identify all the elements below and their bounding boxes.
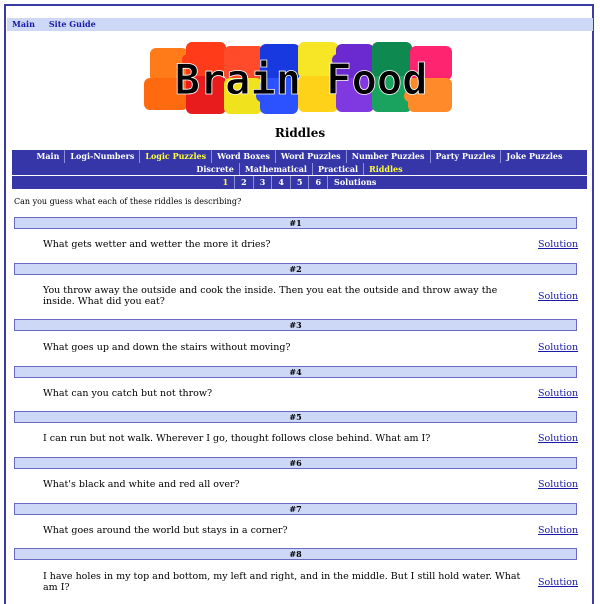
top-nav: [7, 18, 593, 31]
nav-item-logic-puzzles[interactable]: Logic Puzzles: [139, 150, 211, 163]
solution-link[interactable]: Solution: [538, 342, 579, 353]
page-link-2[interactable]: 2: [234, 176, 253, 189]
nav-item-word-puzzles[interactable]: Word Puzzles: [275, 150, 346, 163]
subnav-item-practical[interactable]: Practical: [312, 163, 363, 175]
riddle-text: I have holes in my top and bottom, my left and right, and in the middle. But I still hold water. What am I?: [43, 571, 521, 593]
riddle-text: What's black and white and red all over?: [43, 479, 240, 490]
intro-text: Can you guess what each of these riddles is describing?: [14, 197, 242, 206]
riddle-number-header: #3: [14, 319, 577, 331]
top-nav-main-link[interactable]: Main: [12, 19, 35, 29]
page-link-5[interactable]: 5: [290, 176, 309, 189]
nav-item-word-boxes[interactable]: Word Boxes: [211, 150, 275, 163]
page-link-solutions[interactable]: Solutions: [327, 176, 382, 189]
riddle-number-header: #6: [14, 457, 577, 469]
solution-link[interactable]: Solution: [538, 291, 579, 302]
riddle-number-header: #7: [14, 503, 577, 515]
riddle-number-header: #4: [14, 366, 577, 378]
solution-link[interactable]: Solution: [538, 479, 579, 490]
subnav-item-mathematical[interactable]: Mathematical: [239, 163, 312, 175]
brain-food-logo[interactable]: [142, 38, 460, 120]
logo-text: Brain Food: [174, 55, 428, 104]
riddle-number-header: #1: [14, 217, 577, 229]
page-nav: [12, 176, 587, 189]
primary-nav: [12, 150, 587, 163]
solution-link[interactable]: Solution: [538, 388, 579, 399]
riddle-text: What gets wetter and wetter the more it dries?: [43, 239, 271, 250]
riddle-text: What goes around the world but stays in a corner?: [43, 525, 288, 536]
page-link-6[interactable]: 6: [308, 176, 327, 189]
top-nav-site-guide-link[interactable]: Site Guide: [48, 19, 96, 29]
riddle-text: What goes up and down the stairs without moving?: [43, 342, 291, 353]
riddle-text: What can you catch but not throw?: [43, 388, 213, 399]
riddle-text: I can run but not walk. Wherever I go, thought follows close behind. What am I?: [43, 433, 431, 444]
nav-item-number-puzzles[interactable]: Number Puzzles: [346, 150, 430, 163]
solution-link[interactable]: Solution: [538, 433, 579, 444]
nav-item-joke-puzzles[interactable]: Joke Puzzles: [500, 150, 567, 163]
subnav-item-riddles[interactable]: Riddles: [363, 163, 408, 175]
nav-item-party-puzzles[interactable]: Party Puzzles: [430, 150, 501, 163]
secondary-nav: [12, 163, 587, 175]
subnav-item-discrete[interactable]: Discrete: [196, 164, 234, 174]
page-link-1[interactable]: 1: [222, 177, 229, 187]
riddle-text: You throw away the outside and cook the inside. Then you eat the outside and throw away the inside. What did you eat?: [43, 285, 498, 307]
nav-item-logi-numbers[interactable]: Logi-Numbers: [64, 150, 139, 163]
solution-link[interactable]: Solution: [538, 525, 579, 536]
solution-link[interactable]: Solution: [538, 577, 579, 588]
nav-item-main[interactable]: Main: [36, 151, 60, 161]
page-link-3[interactable]: 3: [253, 176, 272, 189]
riddle-number-header: #8: [14, 548, 577, 560]
riddle-number-header: #2: [14, 263, 577, 275]
page-title: Riddles: [274, 126, 326, 140]
riddle-number-header: #5: [14, 411, 577, 423]
page-link-4[interactable]: 4: [271, 176, 290, 189]
solution-link[interactable]: Solution: [538, 239, 579, 250]
